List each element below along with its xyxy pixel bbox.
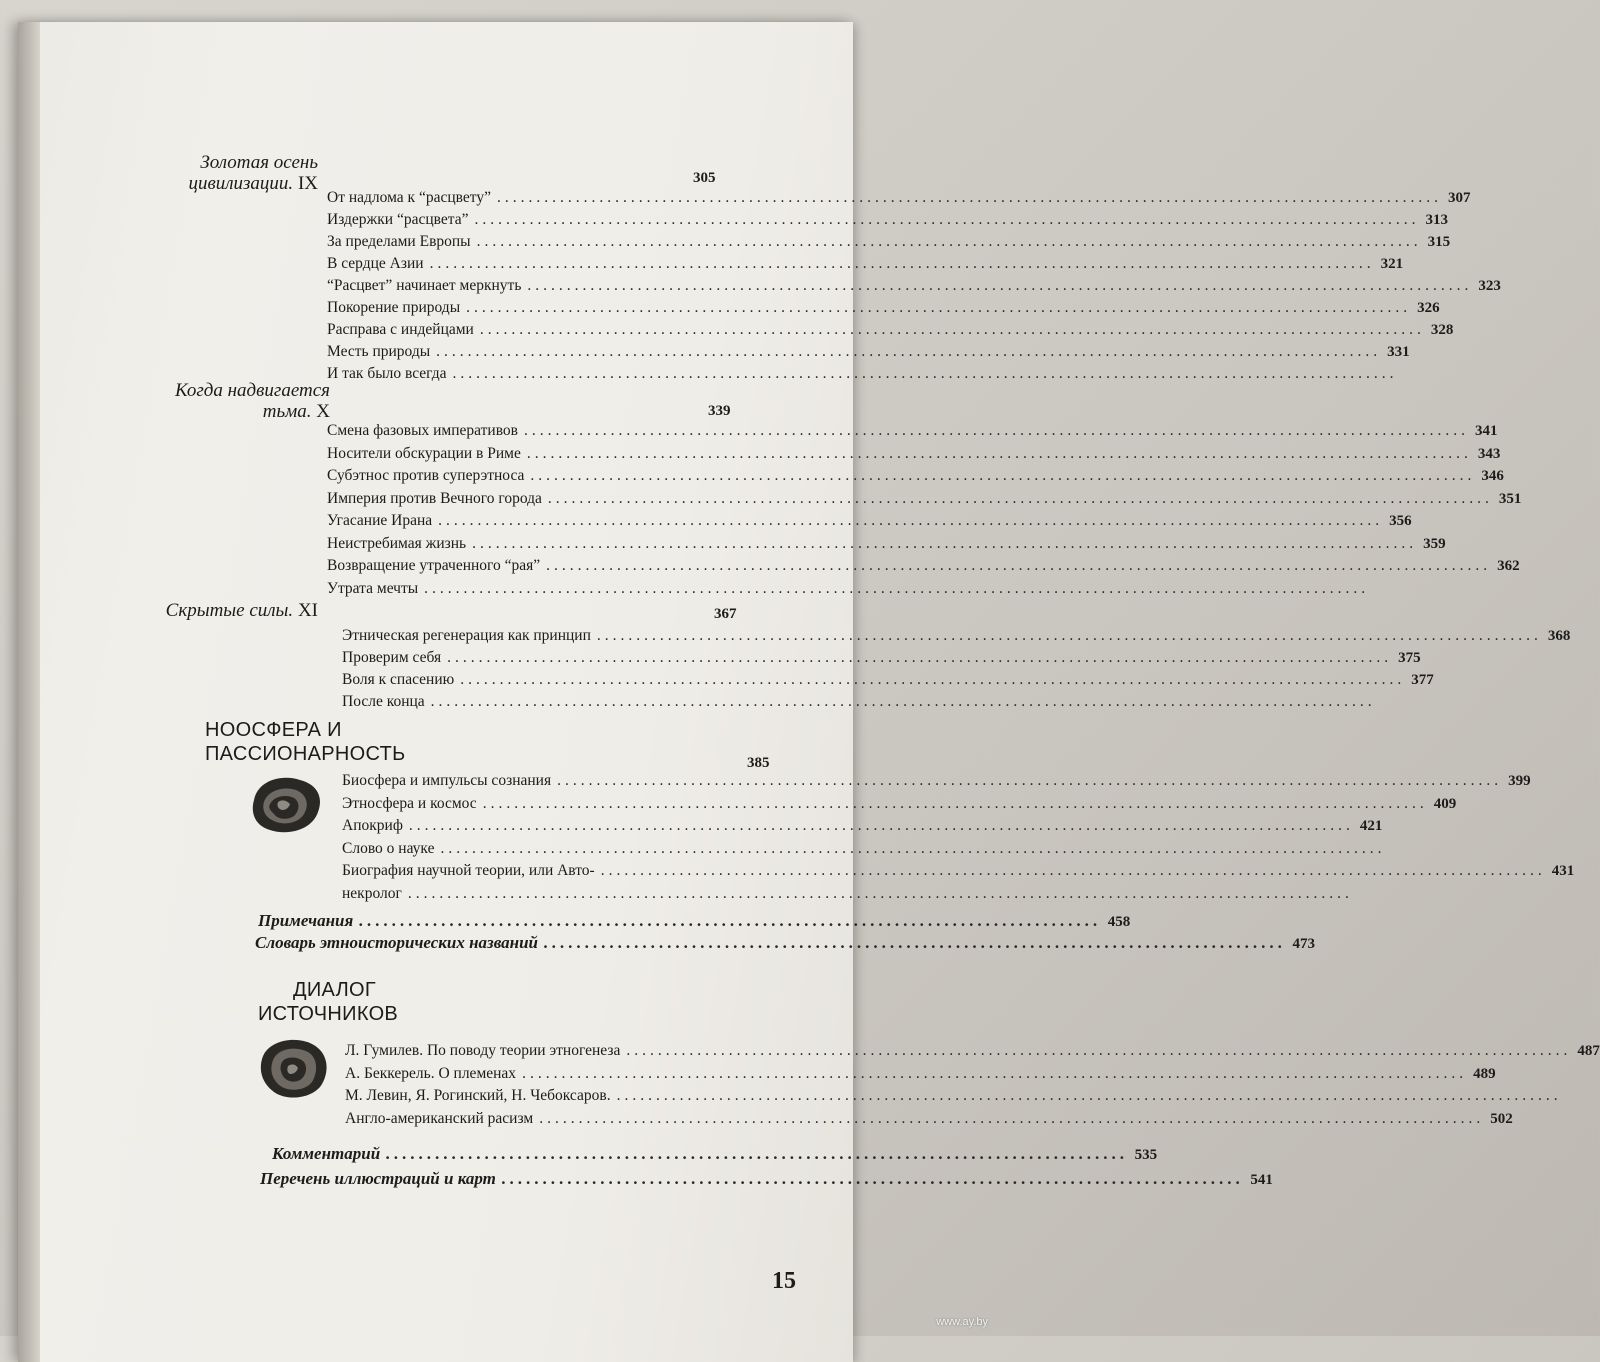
- toc-entry-label: А. Беккерель. О племенах: [345, 1064, 517, 1082]
- notes-entry[interactable]: [258, 910, 1131, 933]
- leader-dots: ........................................................................................................................: [460, 671, 1406, 688]
- dialogue-heading: [258, 978, 398, 1026]
- toc-entry-label: Апокриф: [342, 817, 403, 834]
- notes-page: 458: [1107, 914, 1131, 930]
- leader-dots: ........................................................................................................................: [429, 255, 1375, 272]
- leader-dots: ..........................................................................................: [544, 933, 1287, 952]
- toc-entry-label: Носители обскурации в Риме: [327, 444, 521, 462]
- toc-entry-label: После конца: [342, 693, 425, 710]
- leader-dots: ........................................................................................................................: [522, 1064, 1468, 1082]
- toc-entry[interactable]: [327, 488, 1522, 510]
- toc-entry-page: 315: [1427, 234, 1451, 250]
- leader-dots: ........................................................................................................................: [430, 693, 1376, 710]
- toc-entry[interactable]: [327, 275, 1501, 297]
- toc-entry[interactable]: [342, 883, 1353, 905]
- toc-entry-label: И так было всегда: [327, 365, 447, 382]
- chapter-9-title-line2: цивилизации.: [188, 173, 294, 194]
- chapter-9-title-line1: Золотая осень: [200, 152, 318, 173]
- toc-entry[interactable]: [342, 625, 1571, 647]
- toc-entry-page: 399: [1508, 773, 1531, 789]
- toc-entry[interactable]: [327, 363, 1398, 385]
- dialogue-heading-line1: ДИАЛОГ: [293, 979, 377, 1001]
- toc-entry-label: Возвращение утраченного “рая”: [327, 557, 541, 574]
- toc-entry-page: 328: [1430, 322, 1454, 338]
- leader-dots: ........................................................................................................................: [436, 343, 1382, 360]
- leader-dots: ........................................................................................................................: [616, 1087, 1562, 1104]
- leader-dots: ........................................................................................................................: [466, 299, 1412, 316]
- page-number: 15: [772, 1268, 796, 1294]
- leader-dots: ........................................................................................................................: [596, 627, 1542, 644]
- toc-entry-label: От надлома к “расцвету”: [327, 189, 491, 206]
- chapter-10-title-line1: Когда надвигается: [174, 380, 330, 401]
- leader-dots: ........................................................................................................................: [539, 1109, 1485, 1127]
- toc-entry-label: Англо-американский расизм: [345, 1109, 534, 1127]
- leader-dots: ........................................................................................................................: [440, 839, 1386, 857]
- toc-entry-page: 489: [1473, 1065, 1496, 1082]
- toc-entry-page: 375: [1398, 650, 1421, 666]
- leader-dots: ........................................................................................................................: [526, 444, 1472, 462]
- toc-entry-page: 359: [1423, 535, 1446, 552]
- glossary-entry[interactable]: [255, 932, 1316, 955]
- toc-entry[interactable]: [327, 253, 1404, 275]
- toc-entry-label: Месть природы: [327, 343, 431, 360]
- leader-dots: ........................................................................................................................: [626, 1042, 1572, 1059]
- toc-entry[interactable]: [342, 770, 1531, 792]
- leader-dots: ........................................................................................................................: [496, 189, 1442, 206]
- toc-entry-label: Воля к спасению: [342, 671, 455, 688]
- toc-entry-label: Слово о науке: [342, 839, 435, 857]
- leader-dots: ........................................................................................................................: [527, 277, 1473, 294]
- toc-entry-page: 368: [1547, 628, 1571, 644]
- glossary-page: 473: [1292, 936, 1316, 952]
- leader-dots: ..........................................................................................: [359, 911, 1102, 930]
- toc-entry[interactable]: [327, 420, 1498, 442]
- leader-dots: ........................................................................................................................: [438, 512, 1384, 529]
- leader-dots: ........................................................................................................................: [530, 467, 1476, 484]
- toc-entry-label: За пределами Европы: [327, 233, 471, 250]
- toc-entry-label: Издержки “расцвета”: [327, 211, 469, 228]
- illustrations-page: 541: [1250, 1172, 1273, 1188]
- toc-entry-label: Империя против Вечного города: [327, 489, 542, 507]
- toc-entry-page: 323: [1478, 278, 1501, 294]
- toc-entry[interactable]: [342, 793, 1457, 815]
- toc-entry-page: 321: [1380, 256, 1404, 272]
- noosphere-heading-line2: ПАССИОНАРНОСТЬ: [205, 743, 406, 765]
- notes-label: Примечания: [258, 911, 354, 930]
- chapter-11-first-page: 367: [714, 606, 737, 622]
- toc-entry[interactable]: [327, 510, 1412, 532]
- noosphere-heading: [205, 718, 406, 766]
- toc-entry-page: 362: [1497, 558, 1520, 574]
- commentary-entry[interactable]: [272, 1143, 1158, 1166]
- chapter-9-title: [188, 152, 318, 194]
- page-spine-shadow: [18, 22, 40, 1362]
- toc-entry-label: М. Левин, Я. Рогинский, Н. Чебоксаров.: [345, 1087, 611, 1104]
- toc-entry-page: 326: [1417, 300, 1440, 316]
- leader-dots: ........................................................................................................................: [524, 422, 1469, 439]
- leader-dots: ........................................................................................................................: [424, 579, 1370, 597]
- chapter-9-number: IX: [297, 173, 318, 194]
- toc-entry-label: Л. Гумилев. По поводу теории этногенеза: [345, 1042, 621, 1059]
- toc-entry[interactable]: [342, 647, 1421, 669]
- toc-entry-label: Проверим себя: [342, 649, 442, 666]
- toc-entry-page: 377: [1411, 672, 1434, 688]
- toc-entry[interactable]: [327, 578, 1370, 600]
- toc-entry[interactable]: [327, 465, 1504, 487]
- leader-dots: ........................................................................................................................: [447, 649, 1393, 666]
- commentary-label: Комментарий: [272, 1144, 381, 1163]
- toc-entry-label: Биосфера и импульсы сознания: [342, 772, 552, 789]
- toc-entry[interactable]: [327, 533, 1446, 555]
- chapter-10-title: [175, 380, 330, 422]
- toc-entry-page: 351: [1498, 490, 1522, 507]
- toc-entry-label: Биография научной теории, или Авто-: [342, 862, 595, 879]
- toc-entry[interactable]: [342, 669, 1434, 691]
- leader-dots: ..........................................................................................: [501, 1169, 1245, 1188]
- chapter-11-number: XI: [297, 600, 318, 621]
- toc-entry-label: Этносфера и космос: [342, 794, 477, 812]
- toc-entry-label: Расправа с индейцами: [327, 321, 474, 338]
- glossary-label: Словарь этноисторических названий: [255, 933, 539, 952]
- toc-entry-page: 313: [1425, 212, 1448, 228]
- toc-entry-page: 421: [1359, 818, 1383, 834]
- toc-entry-label: Субэтнос против суперэтноса: [327, 467, 525, 484]
- leader-dots: ........................................................................................................................: [547, 489, 1493, 507]
- leader-dots: ........................................................................................................................: [474, 211, 1420, 228]
- toc-entry-label: Смена фазовых императивов: [327, 422, 518, 439]
- toc-entry-label: Неистребимая жизнь: [327, 534, 467, 552]
- toc-entry[interactable]: [345, 1085, 1562, 1107]
- leader-dots: ........................................................................................................................: [479, 321, 1425, 338]
- toc-entry[interactable]: [345, 1108, 1513, 1130]
- toc-entry-page: 341: [1475, 423, 1498, 439]
- illustrations-entry[interactable]: [260, 1168, 1273, 1191]
- toc-entry-label: Этническая регенерация как принцип: [342, 627, 591, 644]
- toc-entry-label: Покорение природы: [327, 299, 461, 316]
- chapter-11-title: [166, 600, 318, 621]
- watermark: www.ay.by: [936, 1316, 988, 1328]
- chapter-10-title-line2: тьма.: [262, 401, 312, 422]
- leader-dots: ........................................................................................................................: [407, 884, 1353, 902]
- noosphere-heading-line1: НООСФЕРА И: [205, 719, 342, 741]
- chapter-10-first-page: 339: [708, 403, 731, 419]
- toc-entry[interactable]: [327, 443, 1501, 465]
- toc-entry-page: 343: [1477, 445, 1501, 462]
- toc-entry-page: 346: [1481, 468, 1504, 484]
- toc-entry[interactable]: [327, 231, 1451, 253]
- toc-entry[interactable]: [342, 691, 1376, 713]
- toc-entry[interactable]: [327, 341, 1410, 363]
- toc-entry-page: 502: [1490, 1110, 1513, 1127]
- leader-dots: ........................................................................................................................: [476, 233, 1422, 250]
- commentary-page: 535: [1134, 1147, 1158, 1163]
- toc-entry-label: Утрата мечты: [327, 579, 419, 597]
- toc-entry-page: 487: [1577, 1043, 1600, 1059]
- toc-entry-page: 331: [1387, 344, 1410, 360]
- leader-dots: ........................................................................................................................: [408, 817, 1354, 834]
- leader-dots: ........................................................................................................................: [600, 862, 1546, 879]
- toc-entry-label: некролог: [342, 884, 402, 902]
- toc-entry-page: 409: [1433, 795, 1457, 812]
- leader-dots: ........................................................................................................................: [557, 772, 1503, 789]
- toc-entry[interactable]: [342, 815, 1383, 837]
- chapter-11-title-line1: Скрытые силы.: [165, 600, 294, 621]
- toc-entry[interactable]: [342, 838, 1386, 860]
- toc-entry[interactable]: [327, 187, 1471, 209]
- leader-dots: ........................................................................................................................: [472, 534, 1418, 552]
- dialogue-heading-line2: ИСТОЧНИКОВ: [258, 1003, 399, 1025]
- toc-entry[interactable]: [327, 319, 1454, 341]
- toc-entry[interactable]: [327, 297, 1440, 319]
- ornament-emblem-icon: [256, 1034, 332, 1102]
- toc-entry-label: “Расцвет” начинает меркнуть: [327, 277, 522, 294]
- leader-dots: ........................................................................................................................: [452, 365, 1398, 382]
- toc-entry[interactable]: [345, 1063, 1496, 1085]
- leader-dots: ........................................................................................................................: [546, 557, 1492, 574]
- toc-entry-label: Угасание Ирана: [327, 512, 433, 529]
- ornament-emblem-icon: [248, 772, 326, 838]
- toc-entry[interactable]: [345, 1040, 1600, 1062]
- chapter-9-first-page: 305: [693, 170, 716, 186]
- toc-entry-label: В сердце Азии: [327, 255, 424, 272]
- noosphere-first-page: 385: [747, 755, 770, 771]
- illustrations-label: Перечень иллюстраций и карт: [260, 1169, 496, 1188]
- leader-dots: ........................................................................................................................: [482, 794, 1428, 812]
- leader-dots: ..........................................................................................: [386, 1144, 1129, 1163]
- chapter-10-number: X: [316, 401, 330, 422]
- toc-entry-page: 431: [1551, 863, 1575, 879]
- toc-entry[interactable]: [327, 555, 1520, 577]
- toc-entry[interactable]: [342, 860, 1575, 882]
- toc-entry[interactable]: [327, 209, 1448, 231]
- toc-entry-page: 356: [1389, 513, 1412, 529]
- toc-entry-page: 307: [1447, 190, 1471, 206]
